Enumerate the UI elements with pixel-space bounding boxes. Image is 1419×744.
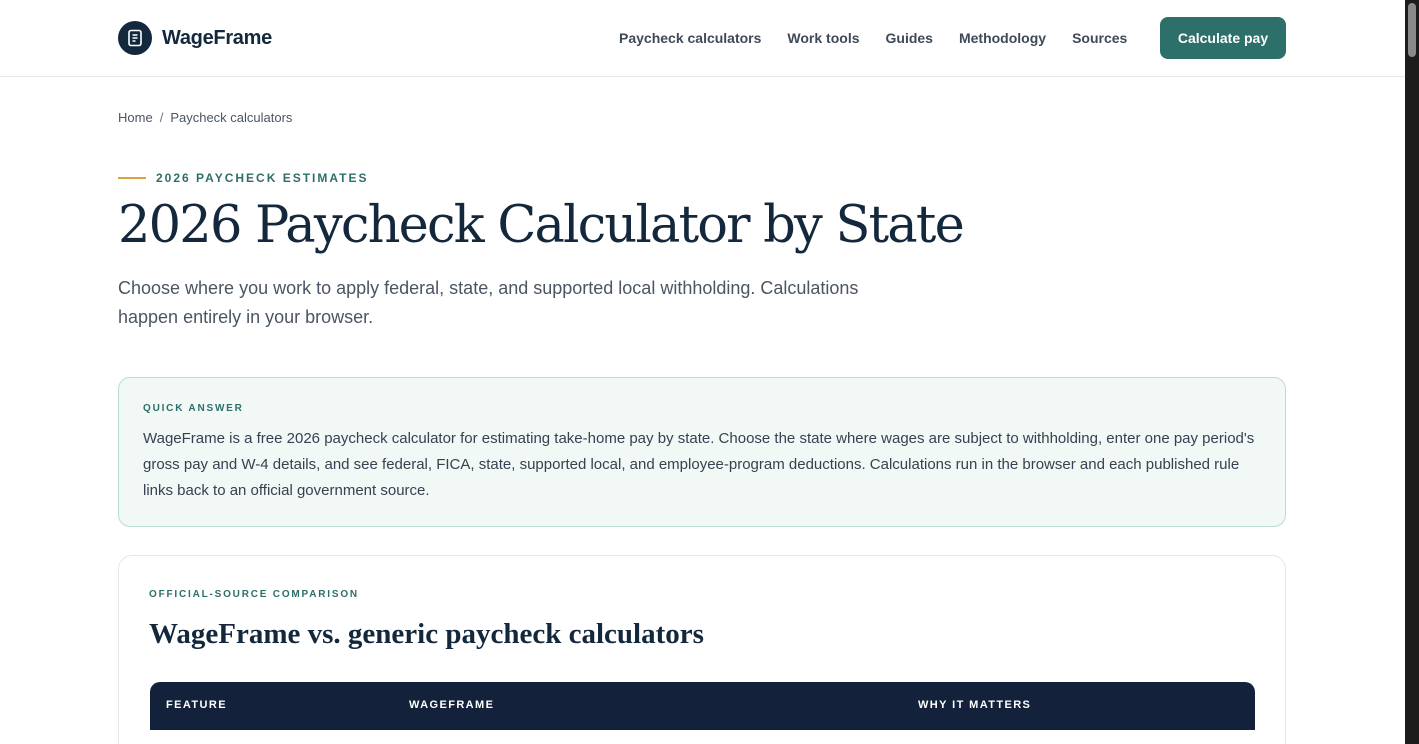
- eyebrow-text: 2026 PAYCHECK ESTIMATES: [156, 171, 369, 185]
- document-icon: [118, 21, 152, 55]
- brand-name: WageFrame: [162, 26, 272, 49]
- nav-guides[interactable]: Guides: [885, 30, 933, 46]
- nav-work-tools[interactable]: Work tools: [787, 30, 860, 46]
- hero-eyebrow: [118, 171, 369, 185]
- comparison-label: OFFICIAL-SOURCE COMPARISON: [149, 589, 359, 600]
- nav-methodology[interactable]: Methodology: [958, 30, 1047, 46]
- scrollbar-thumb[interactable]: [1408, 3, 1416, 57]
- main-nav: [619, 30, 1127, 46]
- breadcrumb: [118, 110, 292, 125]
- quick-answer-body: WageFrame is a free 2026 paycheck calculator for estimating take-home pay by state. Choose the state where wages are subject to withholding, enter one pay period's gross pay and W-4 details, and see federal, FICA, state, supported local, and employee-program deductions. Calculations run in the browser and each published rule links back to an official government source.: [143, 430, 1255, 499]
- comparison-table-header: [150, 682, 1255, 730]
- breadcrumb-separator: /: [159, 110, 164, 125]
- nav-sources[interactable]: Sources: [1072, 30, 1128, 46]
- page-lede: Choose where you work to apply federal, state, and supported local withholding. Calculations happen entirely in your browser.: [118, 278, 859, 327]
- column-header-why-it-matters: WHY IT MATTERS: [918, 699, 1032, 711]
- column-header-wageframe: WAGEFRAME: [409, 699, 495, 711]
- nav-paycheck-calculators[interactable]: Paycheck calculators: [619, 30, 762, 46]
- calculate-pay-button[interactable]: Calculate pay: [1160, 17, 1286, 59]
- column-header-feature: FEATURE: [166, 699, 227, 711]
- comparison-card: [118, 555, 1286, 744]
- page-title: 2026 Paycheck Calculator by State: [118, 196, 963, 255]
- eyebrow-rule: [118, 177, 146, 179]
- site-header: [0, 0, 1405, 77]
- comparison-heading: WageFrame vs. generic paycheck calculators: [149, 618, 704, 650]
- quick-answer-label: QUICK ANSWER: [143, 403, 244, 414]
- quick-answer-card: [118, 377, 1286, 527]
- vertical-scrollbar[interactable]: [1405, 0, 1419, 744]
- breadcrumb-home[interactable]: Home: [118, 110, 153, 125]
- brand-link[interactable]: [118, 21, 272, 55]
- breadcrumb-current[interactable]: Paycheck calculators: [170, 110, 293, 125]
